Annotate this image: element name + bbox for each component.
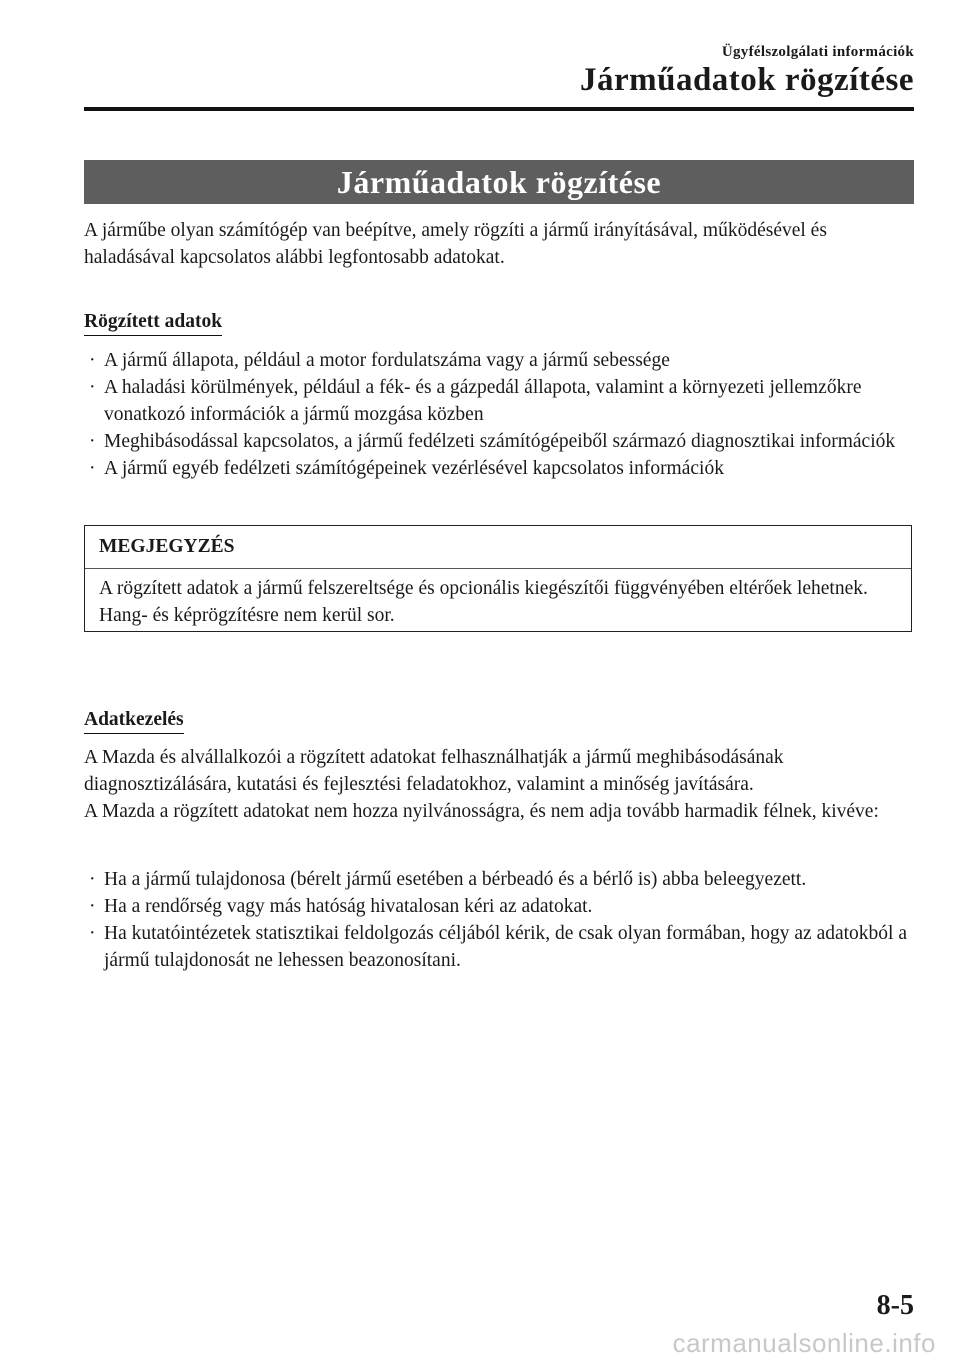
handling-paragraph-2: A Mazda a rögzített adatokat nem hozza nyilvánosságra, és nem adja tovább harmadik félnek, kivéve: — [84, 801, 879, 822]
list-item: · Meghibásodással kapcsolatos, a jármű fedélzeti számítógépeiből származó diagnosztikai információk — [84, 428, 920, 455]
bullet-icon: · — [89, 458, 96, 479]
recorded-data-list — [84, 347, 920, 482]
list-item: · A jármű állapota, például a motor fordulatszáma vagy a jármű sebessége — [84, 347, 920, 374]
data-handling-heading: Adatkezelés — [84, 708, 184, 734]
note-box — [84, 525, 912, 632]
list-item: · Ha a jármű tulajdonosa (bérelt jármű esetében a bérbeadó és a bérlő is) abba beleegyezett. — [84, 866, 920, 893]
bullet-icon: · — [89, 896, 96, 917]
note-heading: MEGJEGYZÉS — [85, 526, 911, 569]
watermark: carmanualsonline.info — [672, 1328, 936, 1358]
note-text: A rögzített adatok a jármű felszereltsége és opcionális kiegészítői függvényében eltérőek lehetnek. Hang- és képrögzítésre nem kerül sor. — [99, 578, 868, 626]
list-item: · A jármű egyéb fedélzeti számítógépeinek vezérlésével kapcsolatos információk — [84, 455, 920, 482]
bullet-icon: · — [89, 377, 96, 398]
list-item: · Ha a rendőrség vagy más hatóság hivatalosan kéri az adatokat. — [84, 893, 920, 920]
intro-paragraph: A járműbe olyan számítógép van beépítve, amely rögzíti a jármű irányításával, működésével és haladásával kapcsolatos alábbi legfontosabb adatokat. — [84, 220, 827, 268]
list-item: · Ha kutatóintézetek statisztikai feldolgozás céljából kérik, de csak olyan formában, hogy az adatokból a jármű tulajdonosát ne lehessen beazonosítani. — [84, 920, 920, 974]
section-banner: Járműadatok rögzítése — [84, 160, 914, 204]
bullet-icon: · — [89, 350, 96, 371]
bullet-icon: · — [89, 431, 96, 452]
page-number: 8-5 — [876, 1290, 914, 1321]
bullet-icon: · — [89, 923, 96, 944]
section-kicker: Ügyfélszolgálati információk — [721, 44, 914, 60]
recorded-data-heading: Rögzített adatok — [84, 310, 222, 336]
bullet-icon: · — [89, 869, 96, 890]
header-divider — [84, 107, 914, 111]
handling-paragraph-1: A Mazda és alvállalkozói a rögzített adatokat felhasználhatják a jármű meghibásodásának diagnosztizálására, kutatási és fejlesztési feladatokhoz, valamint a minőség javítására. — [84, 747, 784, 795]
exceptions-list — [84, 866, 920, 974]
page-header-title: Járműadatok rögzítése — [579, 62, 914, 98]
list-item: · A haladási körülmények, például a fék- és a gázpedál állapota, valamint a környezeti jellemzőkre vonatkozó információk a jármű mozgása közben — [84, 374, 920, 428]
